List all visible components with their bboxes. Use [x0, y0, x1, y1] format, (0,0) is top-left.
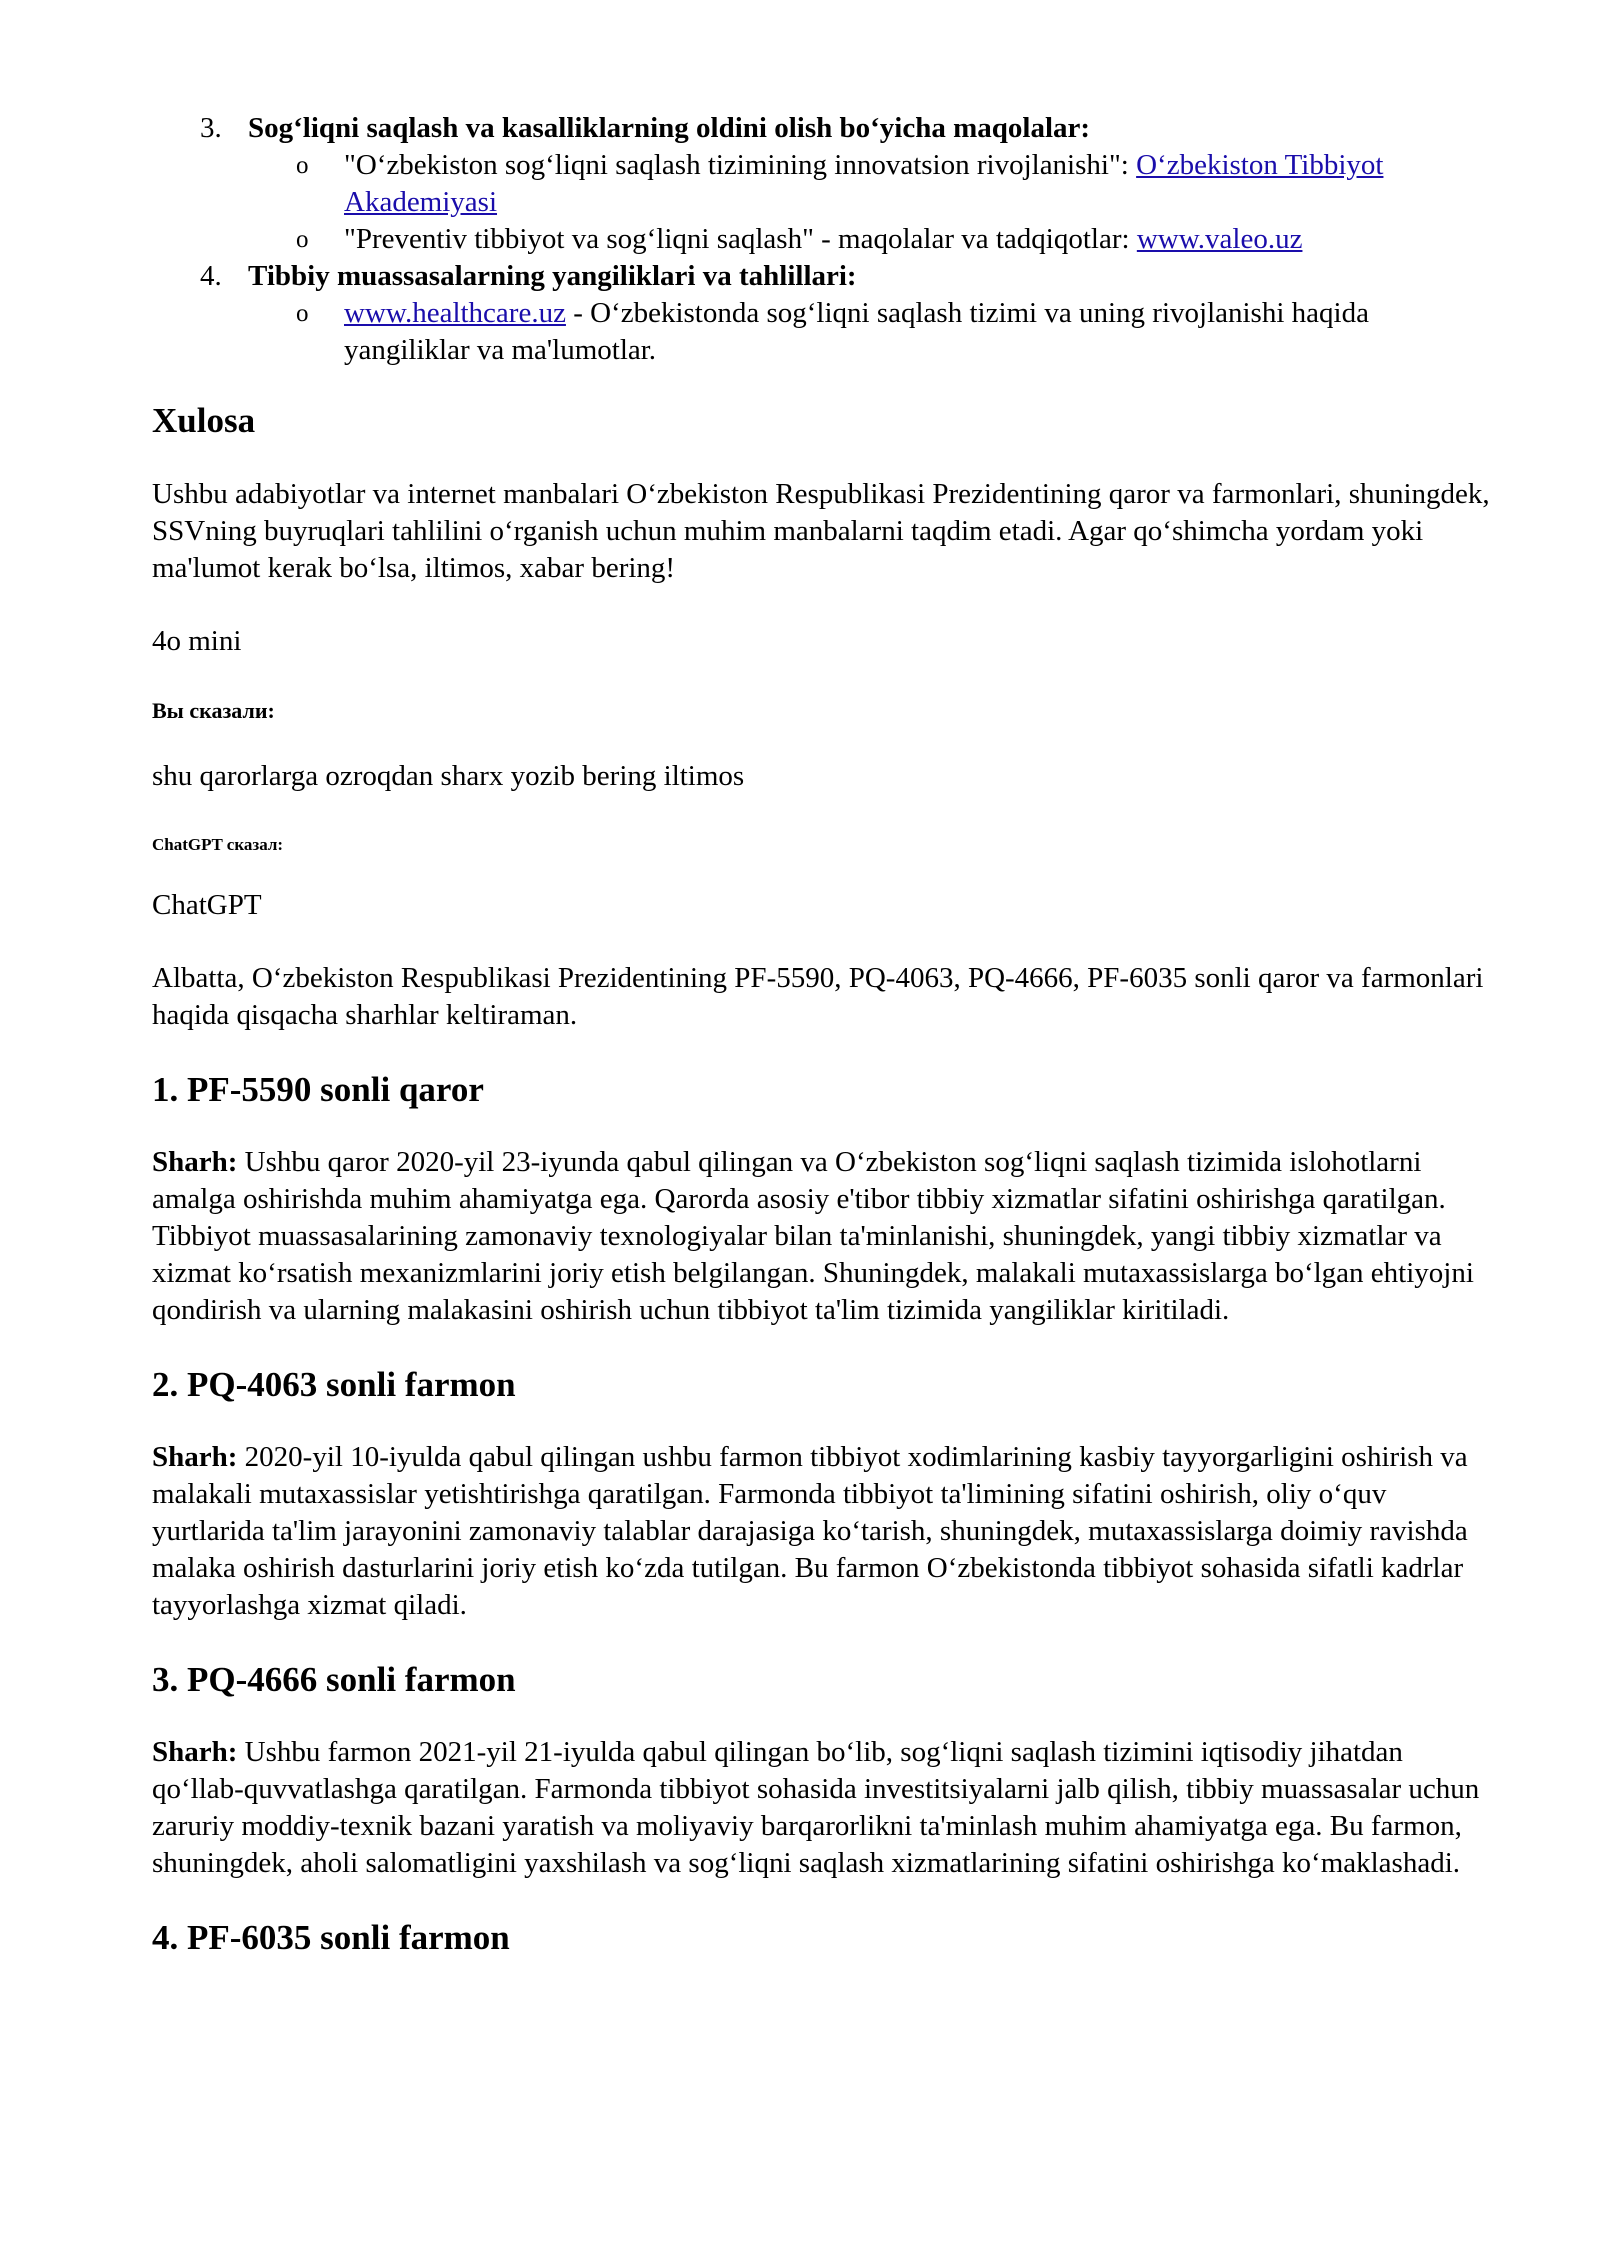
- bullet-icon: o: [296, 226, 309, 253]
- sharh-label: Sharh:: [152, 1146, 238, 1178]
- section-heading: 2. PQ-4063 sonli farmon: [152, 1365, 516, 1404]
- sharh-label: Sharh:: [152, 1736, 238, 1768]
- sub-list-item: [296, 147, 1492, 221]
- section-heading: 3. PQ-4666 sonli farmon: [152, 1660, 516, 1699]
- healthcare-link[interactable]: www.healthcare.uz: [344, 297, 566, 329]
- section-heading: 1. PF-5590 sonli qaror: [152, 1070, 484, 1109]
- list-item-title: Tibbiy muassasalarning yangiliklari va tahlillari:: [248, 260, 857, 292]
- list-number: 3.: [200, 112, 222, 144]
- academy-link[interactable]: O‘zbekiston Tibbiyot Akademiyasi: [344, 149, 1384, 218]
- model-label: 4o mini: [152, 625, 242, 657]
- sharh-text: Ushbu farmon 2021-yil 21-iyulda qabul qilingan bo‘lib, sog‘liqni saqlash tizimini iqtisodiy jihatdan qo‘llab-quvvatlashga qaratilgan. Farmonda tibbiyot sohasida investitsiyalarni jalb qilish, tibbiy muassasalar uchun zaruriy moddiy-texnik bazani yaratish va moliyaviy barqarorlikni ta'minlash muhim ahamiyatga ega. Bu farmon, shuningdek, aholi salomatligini yaxshilash va sog‘liqni saqlash xizmatlarining sifatini oshirishga ko‘maklashadi.: [152, 1736, 1480, 1879]
- xulosa-paragraph: Ushbu adabiyotlar va internet manbalari O‘zbekiston Respublikasi Prezidentining qaror va farmonlari, shuningdek, SSVning buyruqlari tahlilini o‘rganish uchun muhim manbalarni taqdim etadi. Agar qo‘shimcha yordam yoki ma'lumot kerak bo‘lsa, iltimos, xabar bering!: [152, 478, 1490, 584]
- valeo-link[interactable]: www.valeo.uz: [1136, 223, 1303, 255]
- assistant-name: ChatGPT: [152, 889, 262, 921]
- list-item: [200, 258, 1492, 369]
- sub-list: [296, 295, 1492, 369]
- section-paragraph: [152, 1144, 1492, 1329]
- bullet-icon: o: [296, 300, 309, 327]
- sharh-label: Sharh:: [152, 1441, 238, 1473]
- assistant-label: ChatGPT сказал:: [152, 835, 284, 854]
- section-paragraph: [152, 1439, 1492, 1624]
- list-item: [200, 110, 1492, 258]
- intro-paragraph: Albatta, O‘zbekiston Respublikasi Prezidentining PF-5590, PQ-4063, PQ-4666, PF-6035 sonli qaror va farmonlari haqida qisqacha sharhlar keltiraman.: [152, 962, 1484, 1031]
- xulosa-heading: Xulosa: [152, 401, 256, 440]
- list-item-title: Sog‘liqni saqlash va kasalliklarning oldini olish bo‘yicha maqolalar:: [248, 112, 1091, 144]
- user-message: shu qarorlarga ozroqdan sharx yozib bering iltimos: [152, 760, 745, 792]
- bullet-icon: o: [296, 152, 309, 179]
- sub-list-item: [296, 221, 1492, 258]
- sharh-text: 2020-yil 10-iyulda qabul qilingan ushbu farmon tibbiyot xodimlarining kasbiy tayyorgarligini oshirish va malakali mutaxassislar yetishtirishga qaratilgan. Farmonda tibbiyot ta'limining sifatini oshirish, oliy o‘quv yurtlarida ta'lim jarayonini zamonaviy talablar darajasiga ko‘tarish, shuningdek, mutaxassislarga doimiy ravishda malaka oshirish dasturlarini joriy etish ko‘zda tutilgan. Bu farmon O‘zbekistonda tibbiyot sohasida sifatli kadrlar tayyorlashga xizmat qiladi.: [152, 1441, 1468, 1621]
- sub-list-item: [296, 295, 1492, 369]
- sharh-text: Ushbu qaror 2020-yil 23-iyunda qabul qilingan va O‘zbekiston sog‘liqni saqlash tizimida islohotlarni amalga oshirishda muhim ahamiyatga ega. Qarorda asosiy e'tibor tibbiy xizmatlar sifatini oshirishga qaratilgan. Tibbiyot muassasalarining zamonaviy texnologiyalar bilan ta'minlanishi, shuningdek, yangi tibbiy xizmatlar va xizmat ko‘rsatish mexanizmlarini joriy etish belgilangan. Shuningdek, malakali mutaxassislarga bo‘lgan ehtiyojni qondirish va ularning malakasini oshirish uchun tibbiyot ta'lim tizimida yangiliklar kiritiladi.: [152, 1146, 1474, 1326]
- section-paragraph: [152, 1734, 1492, 1882]
- sub-list: [296, 147, 1492, 258]
- list-number: 4.: [200, 260, 222, 292]
- user-label: Вы сказали:: [152, 698, 275, 723]
- section-heading: 4. PF-6035 sonli farmon: [152, 1918, 510, 1957]
- sub-item-text: - O‘zbekistonda sog‘liqni saqlash tizimi va uning rivojlanishi haqida yangiliklar va ma'lumotlar.: [344, 297, 1369, 366]
- sub-item-text: "Preventiv tibbiyot va sog‘liqni saqlash" - maqolalar va tadqiqotlar:: [344, 223, 1137, 255]
- sources-list: [200, 110, 1492, 369]
- sub-item-text: "O‘zbekiston sog‘liqni saqlash tizimining innovatsion rivojlanishi":: [344, 149, 1137, 181]
